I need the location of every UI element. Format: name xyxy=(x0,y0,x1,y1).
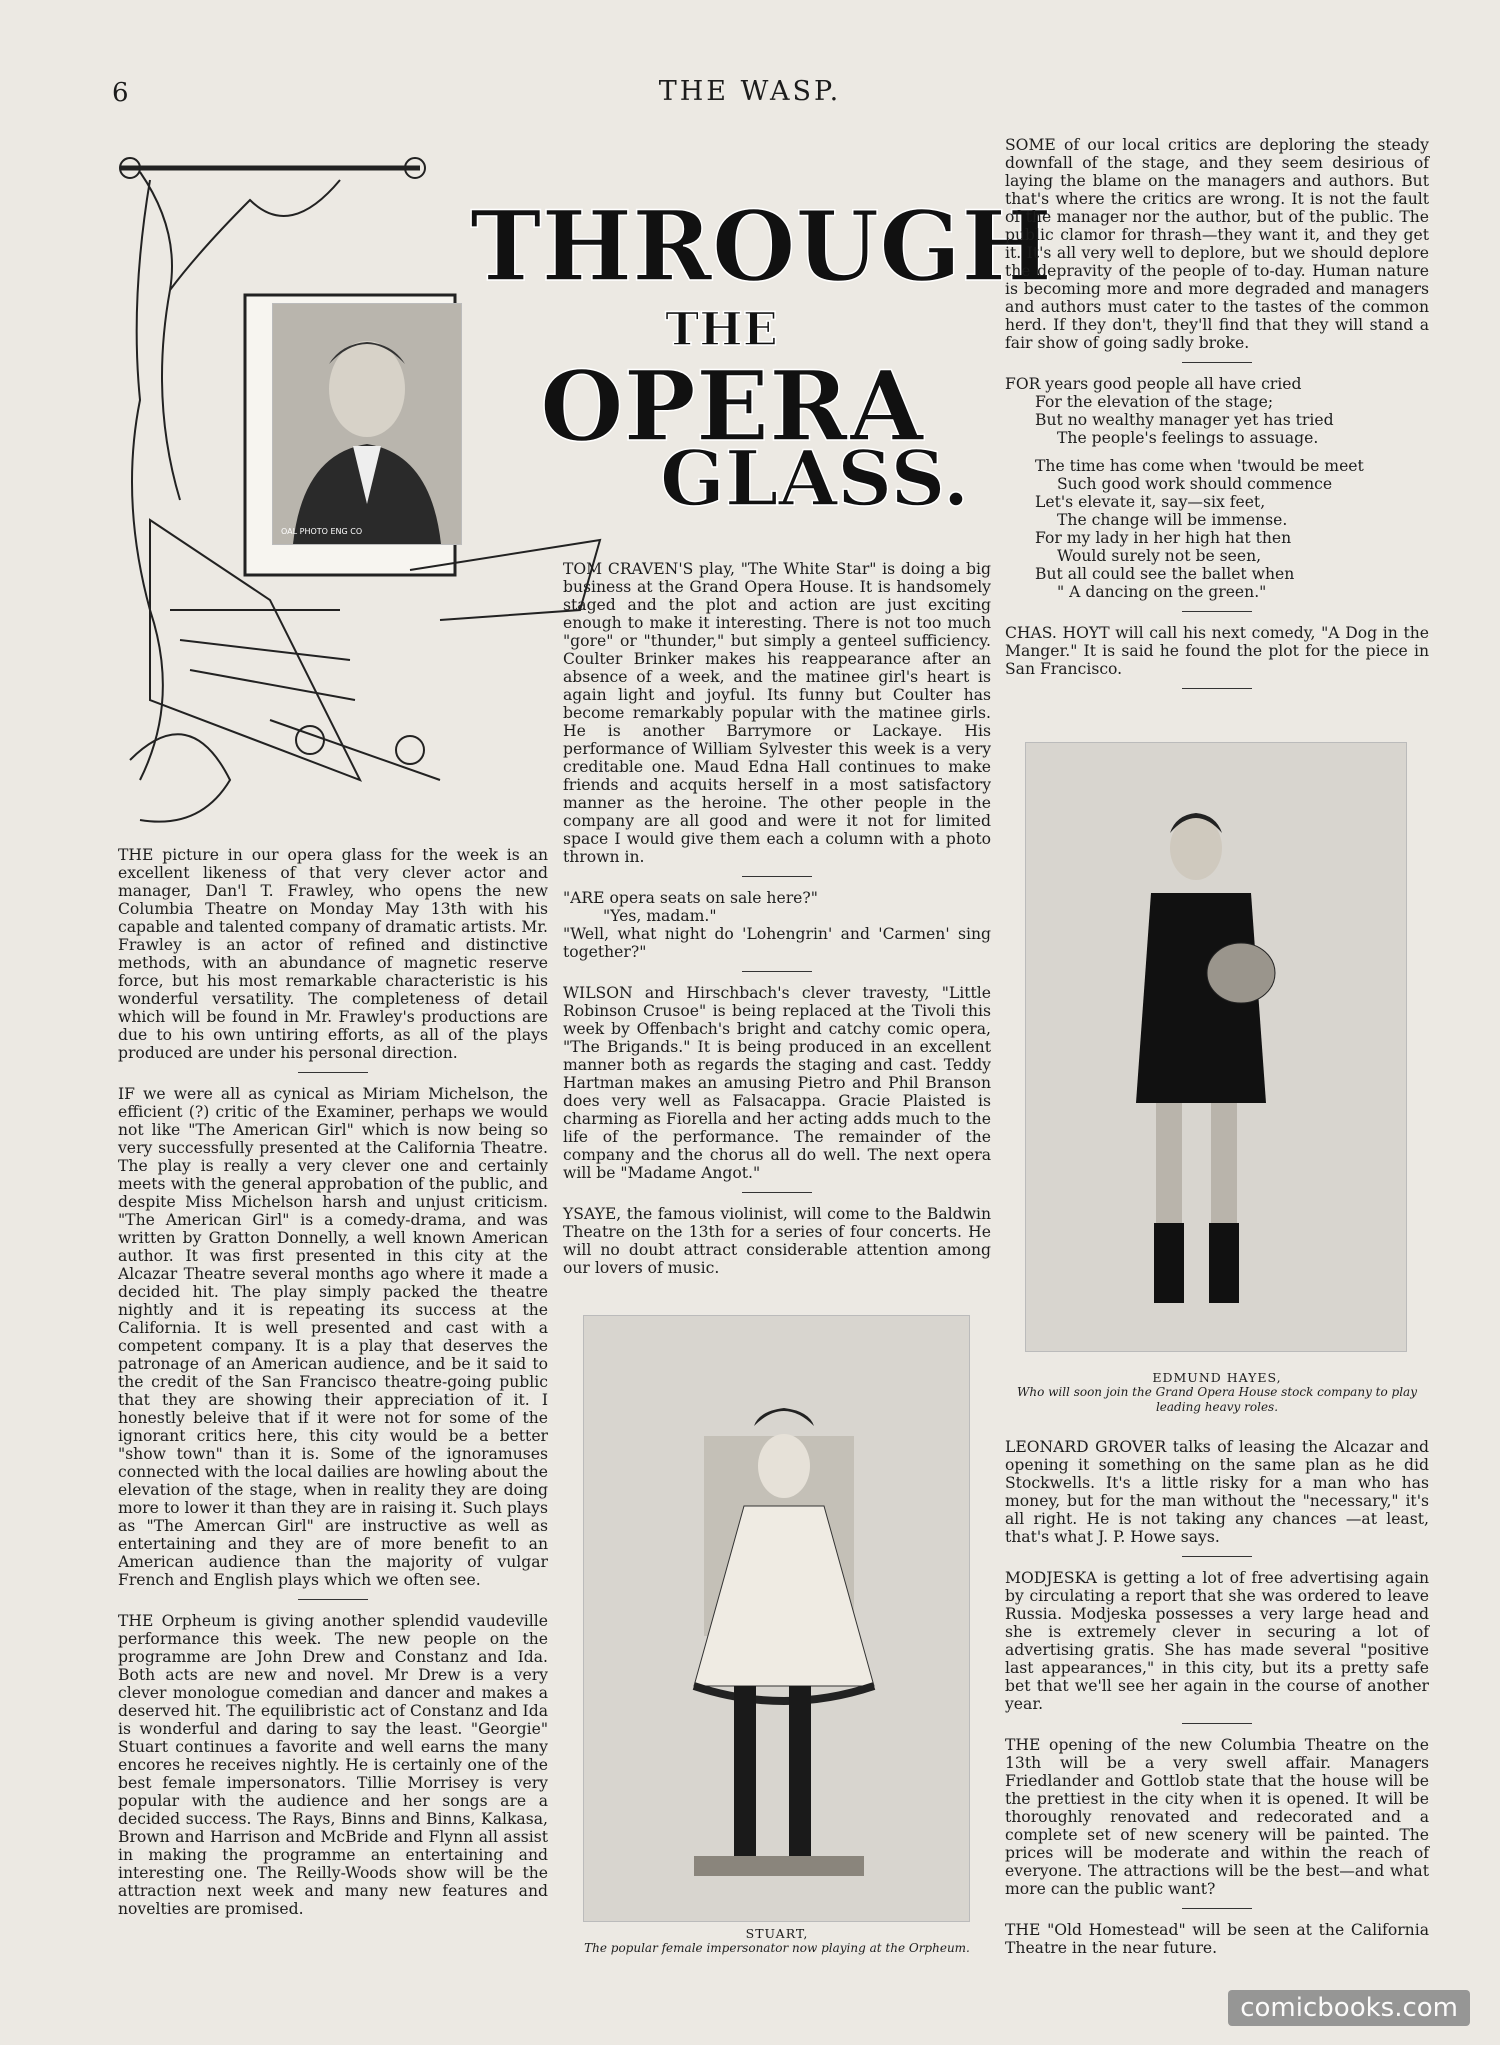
divider xyxy=(298,1072,368,1073)
stuart-caption-desc: The popular female impersonator now playing at the Orpheum. xyxy=(584,1941,970,1955)
col3-paragraph-1: SOME of our local critics are deploring the steady downfall of the stage, and they seem desirious of laying the blame on the managers and authors. But that's where the critics are wrong. It is not the fault of the manager nor the author, but of the public. The public clamor for thrash—they want it, and they get it. It's all very well to deplore, but we should deplore the depravity of the people of to-day. Human nature is becoming more and more degraded and managers and authors must cater to the tastes of the common herd. If they don't, they'll find that they will stand a fair show of going sadly broke. xyxy=(1005,136,1429,352)
col2-paragraph-3: YSAYE, the famous violinist, will come to the Baldwin Theatre on the 13th for a series of four concerts. He will no doubt attract considerable attention among our lovers of music. xyxy=(563,1205,991,1277)
divider xyxy=(742,971,812,972)
column-3-lower xyxy=(1005,1438,1429,1965)
masthead: THE WASP. xyxy=(658,76,842,107)
stuart-caption-name: STUART, xyxy=(745,1926,809,1941)
col3-paragraph-6: THE "Old Homestead" will be seen at the California Theatre in the near future. xyxy=(1005,1921,1429,1957)
divider xyxy=(298,1599,368,1600)
stuart-photo xyxy=(583,1315,970,1922)
hayes-photo xyxy=(1025,742,1407,1352)
col2-paragraph-1: TOM CRAVEN'S play, "The White Star" is doing a big business at the Grand Opera House. It is handsomely staged and the plot and action are just exciting enough to make it interesting. There is not too much "gore" or "thunder," but simply a genteel sufficiency. Coulter Brinker makes his reappearance after an absence of a week, and the matinee girl's heart is again light and joyful. Its funny but Coulter has become remarkably popular with the matinee girls. He is another Barrymore or Lackaye. His performance of William Sylvester this week is a very creditable one. Maud Edna Hall continues to make friends and acquits herself in a most satisfactory manner as the heroine. The other people in the company are all good and were it not for limited space I would give them each a column with a photo thrown in. xyxy=(563,560,991,866)
dialogue-line-3: "Well, what night do 'Lohengrin' and 'Carmen' sing together?" xyxy=(563,925,991,961)
poem-line: Let's elevate it, say—six feet, xyxy=(1035,493,1266,511)
poem-line: For the elevation of the stage; xyxy=(1035,393,1274,411)
site-watermark: comicbooks.com xyxy=(1228,1990,1470,2026)
col1-paragraph-3: THE Orpheum is giving another splendid vaudeville performance this week. The new people on the programme are John Drew and Constanz and Ida. Both acts are new and novel. Mr Drew is a very clever monologue comedian and dancer and makes a deserved hit. The equilibristic act of Constanz and Ida is wonderful and daring to say the least. "Georgie" Stuart continues a favorite and well earns the many encores he receives nightly. He is certainly one of the best female impersonators. Tillie Morrisey is very popular with the audience and her songs are a decided success. The Rays, Binns and Binns, Kalkasa, Brown and Harrison and McBride and Flynn all assist in making the programme an entertaining and interesting one. The Reilly-Woods show will be the attraction next week and many new features and novelties are promised. xyxy=(118,1612,548,1918)
dialogue-line-2: "Yes, madam." xyxy=(603,907,717,925)
frawley-portrait-photo xyxy=(272,303,462,545)
divider xyxy=(1182,1908,1252,1909)
col3-paragraph-5: THE opening of the new Columbia Theatre on the 13th will be a very swell affair. Managers Friedlander and Gottlob state that the house will be the prettiest in the city when it is opened. It will be thoroughly renovated and redecorated and a complete set of new scenery will be painted. The prices will be moderate and within the reach of everyone. The attractions will be the best—and what more can the public want? xyxy=(1005,1736,1429,1898)
column-3 xyxy=(1005,136,1429,701)
portrait-figure xyxy=(273,304,461,544)
divider xyxy=(1182,688,1252,689)
stuart-figure xyxy=(584,1316,969,1921)
poem-line: The people's feelings to assuage. xyxy=(1057,429,1319,447)
title-line3: OPERA xyxy=(540,350,924,463)
hayes-caption-name: EDMUND HAYES, xyxy=(1152,1370,1282,1385)
column-2 xyxy=(563,560,991,1285)
divider xyxy=(1182,611,1252,612)
divider xyxy=(742,876,812,877)
poem-line: " A dancing on the green." xyxy=(1057,583,1267,601)
col3-paragraph-2: CHAS. HOYT will call his next comedy, "A Dog in the Manger." It is said he found the plot for the piece in San Francisco. xyxy=(1005,624,1429,678)
poem-line: But no wealthy manager yet has tried xyxy=(1035,411,1334,429)
poem-line: Such good work should commence xyxy=(1057,475,1333,493)
poem-line: For my lady in her high hat then xyxy=(1035,529,1292,547)
col3-paragraph-4: MODJESKA is getting a lot of free advertising again by circulating a report that she was ordered to leave Russia. Modjeska possesses a very large head and she is extremely clever in securing a lot of advertising gratis. She has made several "positive last appearances," in this city, but its a pretty safe bet that we'll see her again in the course of another year. xyxy=(1005,1569,1429,1713)
poem xyxy=(1005,375,1429,601)
poem-line: The change will be immense. xyxy=(1057,511,1288,529)
dialogue-line-1: "ARE opera seats on sale here?" xyxy=(563,889,818,907)
col2-paragraph-2: WILSON and Hirschbach's clever travesty, "Little Robinson Crusoe" is being replaced at the Tivoli this week by Offenbach's bright and catchy comic opera, "The Brigands." It is being produced in an excellent manner both as regards the staging and cast. Teddy Hartman makes an amusing Pietro and Phil Branson does very well as Falsacappa. Gracie Plaisted is charming as Fiorella and her acting adds much to the life of the performance. The remainder of the company and the chorus all do well. The next opera will be "Madame Angot." xyxy=(563,984,991,1182)
hayes-caption-desc: Who will soon join the Grand Opera House stock company to play leading heavy roles. xyxy=(1017,1385,1417,1414)
title-line2: THE xyxy=(665,302,778,356)
col1-paragraph-1: THE picture in our opera glass for the week is an excellent likeness of that very clever actor and manager, Dan'l T. Frawley, who opens the new Columbia Theatre on Monday May 13th with his capable and talented company of dramatic artists. Mr. Frawley is an actor of refined and distinctive methods, with an abundance of magnetic reserve force, but his most remarkable characteristic is his wonderful versatility. The completeness of detail which will be found in Mr. Frawley's productions are due to his own untiring efforts, as all of the plays produced are under his personal direction. xyxy=(118,846,548,1062)
stuart-caption xyxy=(563,1926,991,1956)
col3-paragraph-3: LEONARD GROVER talks of leasing the Alcazar and opening it something on the same plan as he did Stockwells. It's a little risky for a man who has money, but for the man without the "necessary," it's all right. He is not taking any chances —at least, that's what J. P. Howe says. xyxy=(1005,1438,1429,1546)
poem-line: But all could see the ballet when xyxy=(1035,565,1295,583)
hayes-figure xyxy=(1026,743,1406,1351)
page-number: 6 xyxy=(112,78,129,108)
col1-paragraph-2: IF we were all as cynical as Miriam Michelson, the efficient (?) critic of the Examiner, perhaps we would not like "The American Girl" which is now being so very successfully presented at the California Theatre. The play is really a very clever one and certainly meets with the general approbation of the public, and despite Miss Michelson harsh and unjust criticism. "The American Girl" is a comedy-drama, and was written by Gratton Donnelly, a well known American author. It was first presented in this city at the Alcazar Theatre several months ago where it made a decided hit. The play simply packed the theatre nightly and it is repeating its success at the California. It is well presented and cast with a competent company. It is a play that deserves the patronage of an American audience, and be it said to the credit of the San Francisco theatre-going public that they are showing their appreciation of it. I honestly beleive that if it were not for some of the ignorant critics here, this city would be a better "show town" than it is. Some of the ignoramuses connected with the local dailies are howling about the elevation of the stage, when in reality they are doing more to lower it than they are in raising it. Such plays as "The Amercan Girl" are instructive as well as entertaining and they are of more benefit to an American audience than the majority of vulgar French and English plays which we often see. xyxy=(118,1085,548,1589)
title-line4: GLASS. xyxy=(660,434,970,523)
hayes-caption xyxy=(1005,1370,1429,1415)
divider xyxy=(1182,362,1252,363)
divider xyxy=(1182,1723,1252,1724)
poem-line: FOR years good people all have cried xyxy=(1005,375,1302,393)
title-line1: THROUGH xyxy=(470,190,1052,303)
poem-line: The time has come when 'twould be meet xyxy=(1035,457,1364,475)
poem-line: Would surely not be seen, xyxy=(1057,547,1262,565)
divider xyxy=(742,1192,812,1193)
column-1 xyxy=(118,846,548,1926)
portrait-credit: OAL PHOTO ENG CO xyxy=(281,527,363,536)
divider xyxy=(1182,1556,1252,1557)
